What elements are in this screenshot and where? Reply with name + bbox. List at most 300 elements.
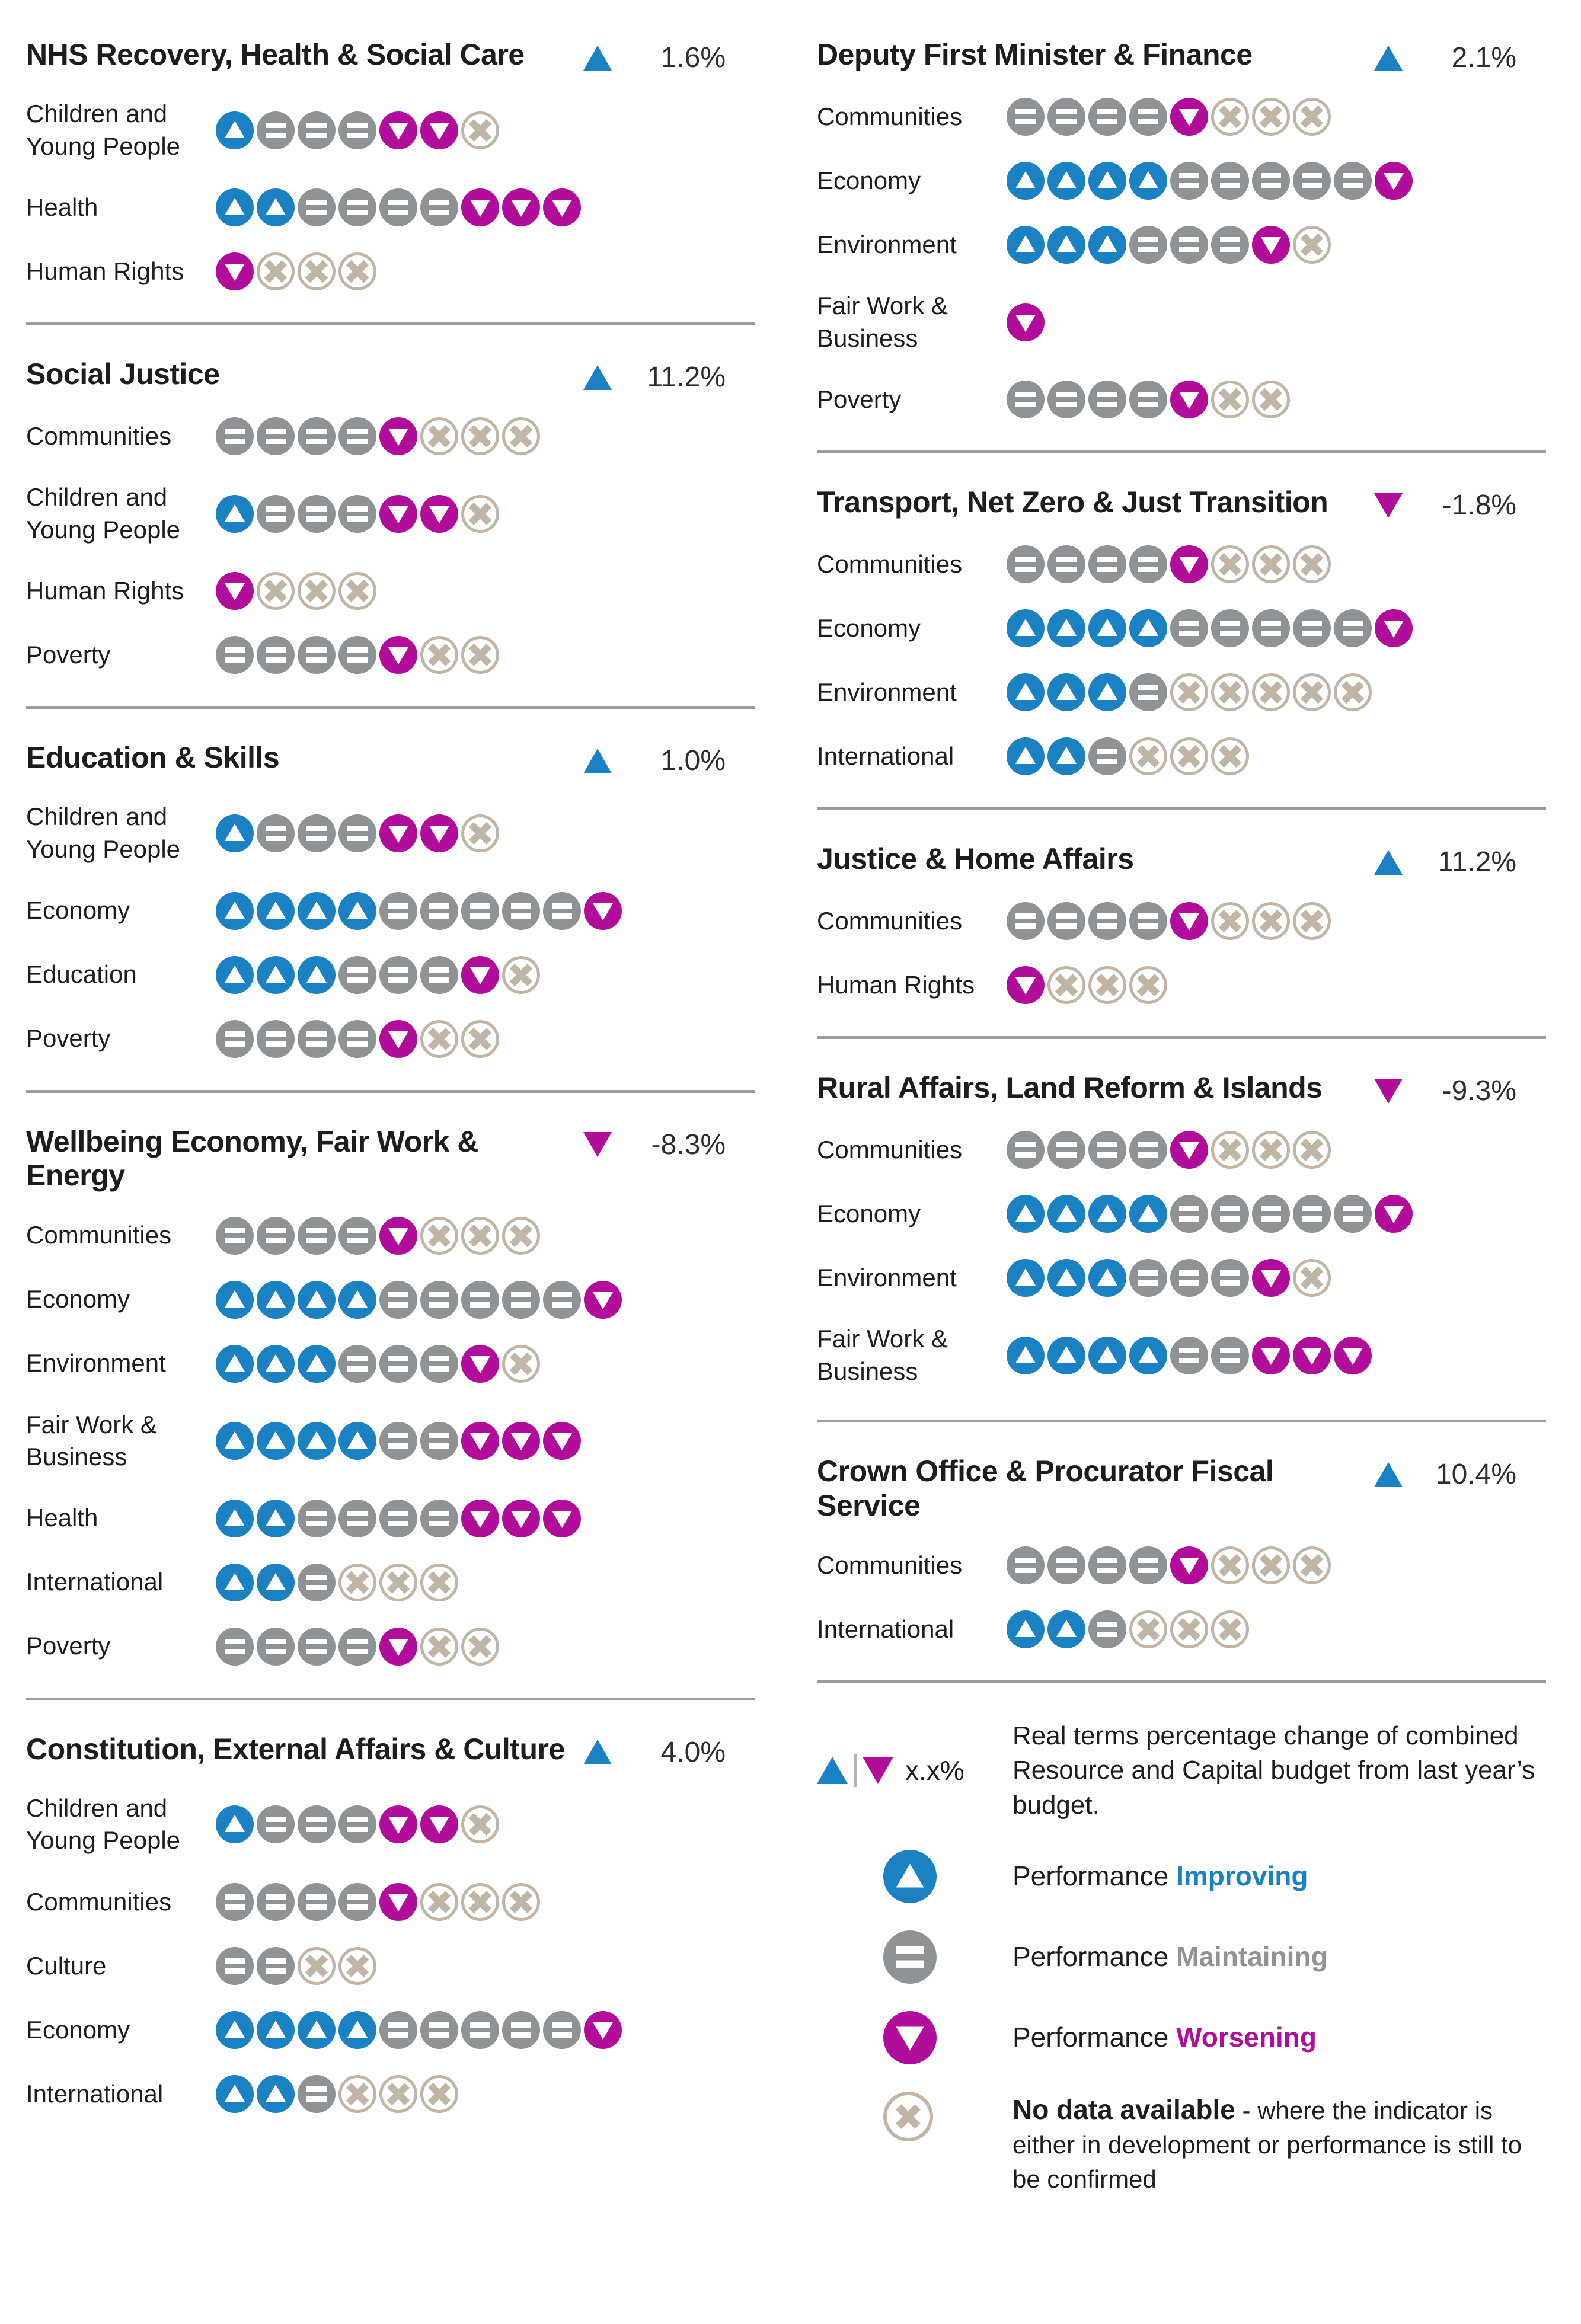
performance-maintaining-icon	[257, 1947, 295, 1985]
no-data-icon	[1293, 1259, 1331, 1297]
triangle-up-glyph	[1056, 171, 1077, 188]
cross-glyph	[509, 1224, 533, 1248]
triangle-down-glyph	[1261, 1270, 1281, 1287]
indicator-icons	[1007, 303, 1045, 341]
triangle-up-glyph	[225, 198, 245, 215]
no-data-icon	[461, 1020, 499, 1058]
budget-change-value: 1.0%	[660, 745, 726, 777]
no-data-icon	[1129, 1610, 1167, 1648]
performance-improving-icon	[1088, 673, 1126, 711]
cross-glyph	[1259, 909, 1283, 933]
performance-maintaining-icon	[1047, 1131, 1085, 1169]
no-data-icon	[1293, 545, 1331, 583]
performance-maintaining-icon	[1047, 902, 1085, 940]
no-data-icon	[1211, 381, 1249, 418]
cross-glyph	[1095, 973, 1119, 997]
budget-change-value: -8.3%	[651, 1129, 726, 1161]
cross-glyph	[1055, 973, 1078, 997]
performance-maintaining-icon	[216, 1020, 254, 1058]
performance-maintaining-icon	[379, 1500, 417, 1537]
equals-glyph	[1056, 1558, 1077, 1573]
performance-worsening-icon	[502, 188, 540, 226]
cross-glyph	[509, 1890, 533, 1914]
performance-maintaining-icon	[1129, 1546, 1167, 1584]
performance-maintaining-icon	[298, 1628, 336, 1666]
equals-glyph	[511, 2022, 531, 2038]
cross-glyph	[468, 424, 492, 448]
triangle-up-glyph	[1015, 171, 1036, 188]
no-data-icon	[461, 495, 499, 533]
performance-improving-icon	[298, 1345, 336, 1383]
budget-change-key	[817, 1754, 1013, 1787]
triangle-up-glyph	[225, 1815, 245, 1832]
triangle-up-icon	[1374, 46, 1403, 71]
triangle-down-glyph	[1015, 315, 1036, 332]
cross-glyph	[1218, 744, 1242, 768]
indicator-icons	[216, 1805, 499, 1843]
outcome-row	[26, 801, 755, 865]
indicator-icons	[216, 495, 499, 533]
no-data-icon	[420, 417, 458, 455]
cross-glyph	[346, 1571, 369, 1594]
performance-maintaining-icon	[257, 1628, 295, 1666]
cross-glyph	[468, 502, 492, 526]
portfolio-section	[26, 1125, 755, 1666]
performance-maintaining-icon	[298, 188, 336, 226]
equals-glyph	[1056, 392, 1077, 407]
triangle-down-glyph	[593, 2022, 613, 2040]
no-data-icon	[257, 252, 295, 290]
legend-worsening-row	[817, 2011, 1546, 2064]
triangle-up-glyph	[266, 1509, 286, 1526]
no-data-icon	[1252, 673, 1290, 711]
indicator-icons	[1007, 673, 1372, 711]
no-data-icon	[1211, 545, 1249, 583]
performance-improving-icon	[257, 1500, 295, 1537]
portfolio-header	[817, 485, 1546, 522]
performance-maintaining-icon	[338, 1500, 376, 1537]
section-divider	[817, 1420, 1546, 1422]
no-data-icon	[1252, 381, 1290, 418]
no-data-icon	[1252, 1131, 1290, 1169]
triangle-up-glyph	[266, 1354, 286, 1372]
outcome-row	[817, 966, 1546, 1004]
triangle-up-glyph	[1056, 1268, 1077, 1286]
performance-maintaining-icon	[1129, 1259, 1167, 1297]
performance-worsening-icon	[379, 1628, 417, 1666]
outcome-row	[26, 1564, 755, 1601]
performance-improving-icon	[1129, 162, 1167, 200]
performance-maintaining-icon	[298, 111, 336, 149]
performance-maintaining-icon	[1007, 381, 1045, 418]
outcome-label: Fair Work & Business	[26, 1410, 157, 1471]
outcome-label: Economy	[817, 166, 921, 194]
no-data-icon	[1129, 966, 1167, 1004]
indicator-icons	[216, 1281, 622, 1319]
portfolio-title: Deputy First Minister & Finance	[817, 38, 1253, 71]
performance-worsening-icon	[216, 572, 254, 610]
equals-glyph	[1097, 392, 1117, 407]
performance-worsening-icon	[543, 1500, 581, 1537]
triangle-down-glyph	[470, 967, 490, 984]
outcome-row	[817, 1546, 1546, 1584]
outcome-row	[817, 98, 1546, 136]
no-data-icon	[379, 1564, 417, 1601]
performance-maintaining-icon	[257, 417, 295, 455]
triangle-down-glyph	[429, 123, 449, 140]
equals-glyph	[306, 200, 327, 215]
portfolio-section	[817, 38, 1546, 418]
performance-maintaining-icon	[1252, 162, 1290, 200]
equals-glyph	[1220, 621, 1240, 636]
equals-glyph	[347, 1639, 368, 1654]
no-data-icon	[502, 417, 540, 455]
performance-maintaining-icon	[1252, 609, 1290, 647]
performance-worsening-icon	[1375, 609, 1413, 647]
indicator-icons	[216, 814, 499, 852]
cross-glyph	[1300, 105, 1324, 129]
no-data-icon	[1211, 902, 1249, 940]
performance-maintaining-icon	[338, 636, 376, 674]
section-divider	[26, 322, 755, 325]
equals-glyph	[1138, 1270, 1158, 1286]
section-divider	[26, 706, 755, 709]
outcome-label: Poverty	[26, 641, 111, 669]
performance-maintaining-icon	[338, 1628, 376, 1666]
no-data-icon	[298, 252, 336, 290]
equals-glyph	[1220, 237, 1240, 252]
performance-improving-icon	[1007, 1610, 1045, 1648]
triangle-up-glyph	[225, 1431, 245, 1449]
performance-maintaining-icon	[257, 636, 295, 674]
triangle-up-glyph	[1138, 1346, 1158, 1363]
outcome-row	[817, 609, 1546, 647]
budget-change-indicator	[583, 361, 726, 394]
performance-maintaining-icon	[1170, 162, 1208, 200]
outcome-label: Education	[26, 960, 137, 989]
performance-maintaining-icon	[216, 1883, 254, 1921]
cross-glyph	[427, 424, 451, 448]
equals-glyph	[225, 1031, 245, 1047]
performance-improving-icon	[298, 1422, 336, 1460]
outcome-row	[817, 1131, 1546, 1169]
triangle-up-glyph	[266, 902, 286, 919]
outcome-row	[26, 1792, 755, 1857]
equals-glyph	[225, 647, 245, 663]
budget-change-indicator	[1374, 846, 1516, 878]
legend-no-data-key	[817, 2092, 1013, 2141]
equals-glyph	[1015, 392, 1036, 407]
performance-worsening-icon	[379, 814, 417, 852]
performance-maintaining-icon	[298, 636, 336, 674]
no-data-icon	[1211, 1546, 1249, 1584]
equals-glyph	[388, 903, 408, 919]
performance-improving-icon	[1088, 1195, 1126, 1233]
equals-glyph	[552, 2022, 572, 2038]
equals-glyph	[429, 2022, 449, 2038]
outcome-label: Communities	[817, 1551, 963, 1580]
performance-maintaining-icon	[1088, 98, 1126, 136]
equals-glyph	[1097, 109, 1117, 124]
performance-improving-icon	[216, 956, 254, 994]
equals-glyph	[429, 903, 449, 919]
cross-glyph	[346, 579, 369, 603]
indicator-icons	[216, 1883, 540, 1921]
cross-glyph	[1259, 680, 1283, 704]
equals-glyph	[347, 647, 368, 663]
indicator-icons	[1007, 1131, 1331, 1169]
cross-glyph	[1300, 233, 1324, 257]
outcome-label: Environment	[817, 677, 957, 706]
no-data-icon	[338, 1947, 376, 1985]
section-divider	[817, 807, 1546, 810]
legend-no-data-label: No data available - where the indicator is either in development or performance is still to be confirmed	[1013, 2093, 1522, 2193]
performance-maintaining-icon	[1088, 545, 1126, 583]
triangle-up-glyph	[225, 902, 245, 919]
triangle-down-glyph	[1343, 1348, 1363, 1365]
no-data-icon	[1252, 902, 1290, 940]
performance-maintaining-icon	[257, 495, 295, 533]
performance-maintaining-icon	[461, 2011, 499, 2049]
triangle-up-glyph	[306, 1354, 327, 1372]
performance-worsening-icon	[420, 495, 458, 533]
performance-maintaining-icon	[379, 892, 417, 930]
triangle-up-icon	[817, 1757, 848, 1784]
portfolio-title: Rural Affairs, Land Reform & Islands	[817, 1071, 1323, 1105]
performance-improving-icon	[216, 495, 254, 533]
no-data-icon	[461, 636, 499, 674]
cross-glyph	[1300, 1553, 1324, 1577]
outcome-row	[26, 892, 755, 930]
equals-glyph	[347, 826, 368, 841]
triangle-up-glyph	[1015, 1620, 1036, 1637]
outcome-label: Environment	[817, 230, 957, 258]
no-data-icon	[1293, 902, 1331, 940]
triangle-down-glyph	[388, 826, 408, 843]
performance-maintaining-icon	[298, 1500, 336, 1537]
legend-improving-key	[817, 1850, 1013, 1903]
performance-improving-icon	[1047, 1610, 1085, 1648]
equals-glyph	[266, 1894, 286, 1910]
budget-change-value: -9.3%	[1442, 1075, 1516, 1107]
cross-glyph	[427, 643, 451, 667]
triangle-up-glyph	[1097, 171, 1117, 188]
performance-worsening-icon	[1375, 162, 1413, 200]
outcome-row	[817, 1259, 1546, 1297]
equals-glyph	[429, 1433, 449, 1449]
outcome-label: International	[26, 1568, 164, 1596]
separator-bar	[854, 1754, 857, 1787]
cross-glyph	[509, 1352, 533, 1376]
equals-glyph	[266, 826, 286, 841]
portfolio-header	[817, 1455, 1546, 1523]
performance-maintaining-icon	[461, 1281, 499, 1319]
no-data-icon	[338, 1564, 376, 1601]
outcome-row	[26, 1628, 755, 1666]
equals-glyph	[1343, 621, 1363, 636]
performance-improving-icon	[338, 1422, 376, 1460]
cross-glyph	[264, 579, 288, 603]
outcome-row	[26, 1281, 755, 1319]
outcome-row	[26, 636, 755, 674]
performance-improving-icon	[216, 1422, 254, 1460]
no-data-icon	[1129, 737, 1167, 775]
triangle-up-glyph	[266, 2021, 286, 2038]
no-data-icon	[1252, 1546, 1290, 1584]
indicator-icons	[1007, 966, 1167, 1004]
no-data-icon	[502, 956, 540, 994]
equals-glyph	[266, 1958, 286, 1974]
triangle-up-glyph	[1015, 1268, 1036, 1286]
triangle-up-glyph	[1015, 1346, 1036, 1363]
equals-glyph	[306, 1894, 327, 1910]
no-data-icon	[883, 2092, 933, 2141]
outcome-label: Communities	[26, 1887, 172, 1916]
performance-maintaining-icon	[1211, 162, 1249, 200]
outcome-row	[817, 545, 1546, 583]
legend-budget-change-row	[817, 1719, 1546, 1822]
indicator-icons	[1007, 1546, 1331, 1584]
equals-glyph	[225, 1894, 245, 1910]
outcome-label: Economy	[26, 1285, 130, 1313]
outcome-row	[26, 1217, 755, 1255]
performance-maintaining-icon	[379, 1422, 417, 1460]
performance-maintaining-icon	[1129, 902, 1167, 940]
cross-glyph	[1300, 1266, 1324, 1290]
equals-glyph	[552, 1292, 572, 1308]
triangle-up-glyph	[1097, 683, 1117, 700]
performance-maintaining-icon	[1211, 609, 1249, 647]
equals-glyph	[1343, 173, 1363, 188]
outcome-row	[26, 2011, 755, 2049]
outcome-label: Poverty	[26, 1632, 111, 1660]
outcome-row	[817, 673, 1546, 711]
performance-maintaining-icon	[257, 1805, 295, 1843]
triangle-down-glyph	[1179, 1558, 1199, 1575]
budget-change-indicator	[1374, 489, 1516, 522]
performance-improving-icon	[338, 2011, 376, 2049]
performance-maintaining-icon	[1293, 1195, 1331, 1233]
triangle-up-icon	[583, 46, 612, 71]
performance-improving-icon	[1007, 673, 1045, 711]
outcome-label: Communities	[817, 102, 963, 130]
outcome-label: Human Rights	[26, 257, 184, 285]
triangle-up-icon	[583, 1740, 612, 1764]
performance-worsening-icon	[1334, 1337, 1372, 1374]
no-data-icon	[1293, 673, 1331, 711]
portfolio-header	[26, 1732, 755, 1769]
performance-improving-icon	[1088, 1259, 1126, 1297]
portfolio-section	[817, 485, 1546, 775]
cross-glyph	[468, 643, 492, 667]
budget-change-value: 2.1%	[1451, 42, 1516, 73]
portfolio-section	[26, 1732, 755, 2113]
performance-improving-icon	[216, 1500, 254, 1537]
performance-maintaining-icon	[216, 1628, 254, 1666]
performance-maintaining-icon	[1211, 1195, 1249, 1233]
performance-improving-icon	[1007, 162, 1045, 200]
performance-improving-icon	[1007, 1337, 1045, 1374]
performance-maintaining-icon	[1007, 902, 1045, 940]
performance-maintaining-icon	[338, 188, 376, 226]
performance-maintaining-icon	[420, 1500, 458, 1537]
equals-glyph	[1179, 1270, 1199, 1286]
performance-maintaining-icon	[338, 1805, 376, 1843]
performance-worsening-icon	[461, 1422, 499, 1460]
no-data-icon	[1170, 673, 1208, 711]
equals-glyph	[1220, 173, 1240, 188]
outcome-label: Poverty	[817, 385, 902, 413]
performance-maintaining-icon	[216, 417, 254, 455]
equals-glyph	[429, 1356, 449, 1372]
triangle-up-icon	[1374, 1462, 1403, 1487]
equals-glyph	[266, 647, 286, 663]
section-divider	[817, 450, 1546, 453]
budget-change-value: 4.0%	[660, 1736, 726, 1768]
performance-improving-icon	[1007, 1259, 1045, 1297]
performance-improving-icon	[216, 1805, 254, 1843]
performance-improving-icon	[1007, 226, 1045, 264]
triangle-up-icon	[1374, 850, 1403, 875]
performance-improving-icon	[1088, 609, 1126, 647]
budget-change-symbol: x.x%	[905, 1755, 964, 1786]
triangle-up-glyph	[347, 1290, 368, 1308]
performance-improving-icon	[257, 2011, 295, 2049]
indicator-icons	[1007, 1195, 1413, 1233]
portfolio-title: Social Justice	[26, 357, 220, 391]
performance-maintaining-icon	[257, 814, 295, 852]
performance-maintaining-icon	[379, 1281, 417, 1319]
triangle-down-glyph	[1179, 1142, 1199, 1159]
triangle-up-glyph	[266, 1290, 286, 1308]
performance-improving-icon	[257, 1422, 295, 1460]
performance-maintaining-icon	[1170, 226, 1208, 264]
performance-maintaining-icon	[338, 495, 376, 533]
no-data-icon	[338, 572, 376, 610]
no-data-icon	[298, 572, 336, 610]
performance-maintaining-icon	[338, 417, 376, 455]
indicator-icons	[216, 2075, 458, 2113]
portfolio-section	[817, 842, 1546, 1004]
portfolio-header	[817, 38, 1546, 74]
portfolio-section	[26, 741, 755, 1057]
performance-worsening-icon	[420, 1805, 458, 1843]
performance-maintaining-icon	[420, 1281, 458, 1319]
performance-improving-icon	[257, 892, 295, 930]
triangle-up-glyph	[1097, 1204, 1117, 1222]
outcome-label: Children and Young People	[26, 483, 181, 544]
outcome-label: Environment	[817, 1263, 957, 1292]
equals-glyph	[225, 1228, 245, 1243]
cross-glyph	[1218, 680, 1242, 704]
triangle-up-glyph	[1138, 619, 1158, 636]
equals-glyph	[1015, 1142, 1036, 1158]
portfolio-header	[26, 357, 755, 394]
outcome-row	[26, 1883, 755, 1921]
triangle-up-glyph	[1097, 1268, 1117, 1286]
indicator-icons	[216, 892, 622, 930]
cross-glyph	[468, 1635, 492, 1658]
cross-glyph	[1218, 552, 1242, 576]
performance-maintaining-icon	[883, 1930, 937, 1984]
indicator-icons	[216, 1217, 540, 1255]
triangle-up-glyph	[225, 1573, 245, 1590]
performance-improving-icon	[1047, 673, 1085, 711]
outcome-label: Fair Work & Business	[817, 292, 948, 352]
budget-change-description: Real terms percentage change of combined Resource and Capital budget from last year’s budget.	[1013, 1721, 1535, 1820]
no-data-icon	[257, 572, 295, 610]
performance-maintaining-icon	[338, 1217, 376, 1255]
